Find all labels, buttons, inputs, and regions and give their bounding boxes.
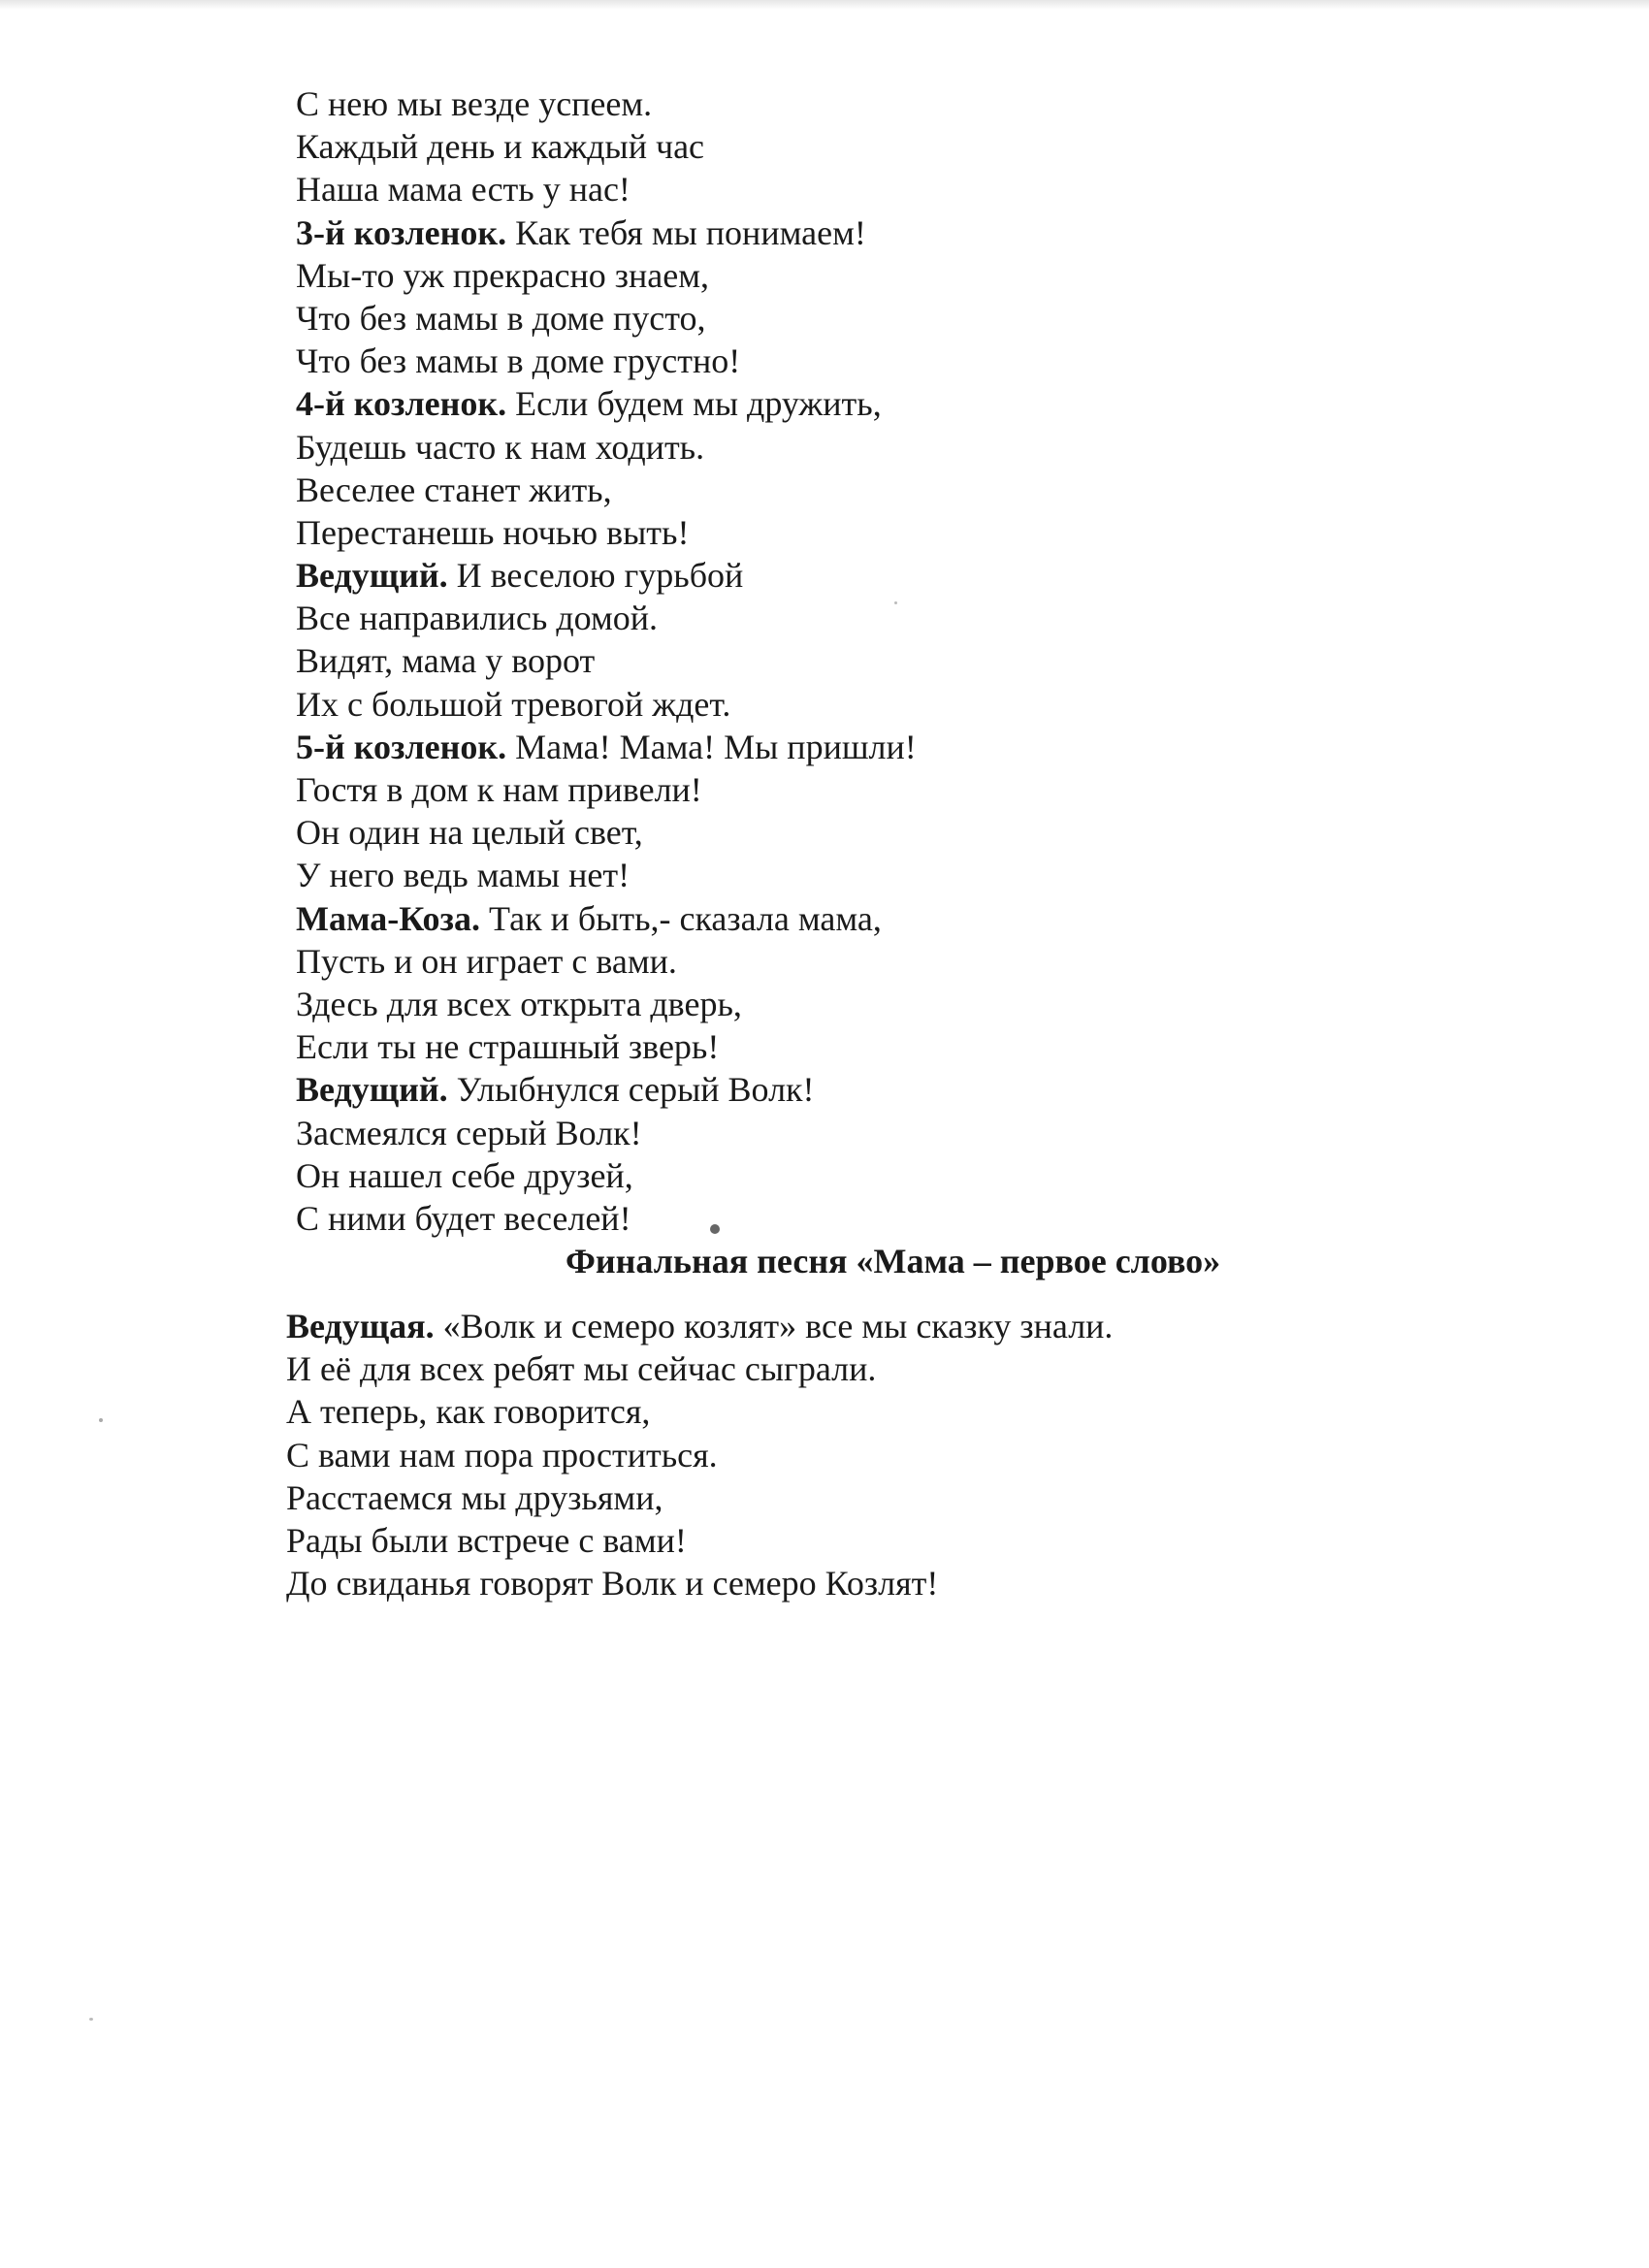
speaker-label: Ведущий. [296, 556, 448, 596]
script-line: Расстаемся мы друзьями, [286, 1477, 663, 1517]
script-line: Засмеялся серый Волк! [296, 1113, 642, 1152]
script-line: Что без мамы в доме грустно! [296, 341, 741, 381]
script-line: Он нашел себе друзей, [296, 1155, 633, 1195]
script-line: Будешь часто к нам ходить. [296, 427, 705, 467]
script-line: А теперь, как говорится, [286, 1392, 651, 1432]
scan-speck [89, 2018, 93, 2021]
script-line: Ведущая. «Волк и семеро козлят» все мы сказку знали. [286, 1307, 1114, 1345]
final-song-title: Финальная песня «Мама – первое слово» [566, 1242, 1221, 1281]
scan-speck [99, 1418, 103, 1422]
script-line: 5-й козленок. Мама! Мама! Мы пришли! [296, 727, 917, 766]
script-line: Ведущий. И веселою гурьбой [296, 556, 744, 596]
script-line: Веселее станет жить, [296, 470, 612, 509]
script-line: С ними будет веселей! [296, 1198, 631, 1238]
speaker-label: Мама-Коза. [296, 898, 481, 938]
speaker-label: 5-й козленок. [296, 727, 507, 766]
script-line: Что без мамы в доме пусто, [296, 298, 706, 338]
script-line: Мы-то уж прекрасно знаем, [296, 255, 710, 295]
speaker-label: 4-й козленок. [296, 384, 507, 424]
script-line: С вами нам пора проститься. [286, 1435, 718, 1474]
script-line: Рады были встрече с вами! [286, 1520, 687, 1560]
script-line: Если ты не страшный зверь! [296, 1027, 720, 1067]
script-line: Перестанешь ночью выть! [296, 512, 690, 552]
script-line: Здесь для всех открыта дверь, [296, 984, 742, 1023]
script-line: Ведущий. Улыбнулся серый Волк! [296, 1070, 815, 1110]
script-line: Пусть и он играет с вами. [296, 941, 677, 981]
script-line: Он один на целый свет, [296, 813, 643, 853]
scan-top-edge [0, 0, 1649, 10]
script-line: И её для всех ребят мы сейчас сыграли. [286, 1349, 877, 1389]
script-text-top [296, 82, 1363, 1282]
script-line: Наша мама есть у нас! [296, 170, 630, 210]
script-line: У него ведь мамы нет! [296, 856, 630, 895]
scan-speck [894, 601, 897, 604]
speaker-label: 3-й козленок. [296, 212, 507, 252]
script-line: До свиданья говорят Волк и семеро Козлят! [286, 1564, 939, 1604]
script-line: Все направились домой. [296, 599, 658, 638]
script-line: С нею мы везде успеем. [296, 84, 653, 123]
script-line: 4-й козленок. Если будем мы дружить, [296, 384, 882, 424]
scan-speck [710, 1224, 720, 1234]
script-line: Видят, мама у ворот [296, 641, 596, 681]
script-line: Их с большой тревогой ждет. [296, 684, 731, 724]
script-line: Гостя в дом к нам привели! [296, 770, 702, 809]
speaker-label: Ведущий. [296, 1070, 448, 1110]
script-text-bottom [286, 1305, 1353, 1604]
speaker-label: Ведущая. [286, 1307, 435, 1345]
script-line: 3-й козленок. Как тебя мы понимаем! [296, 212, 866, 252]
script-line: Мама-Коза. Так и быть,- сказала мама, [296, 898, 882, 938]
script-line: Каждый день и каждый час [296, 127, 705, 167]
